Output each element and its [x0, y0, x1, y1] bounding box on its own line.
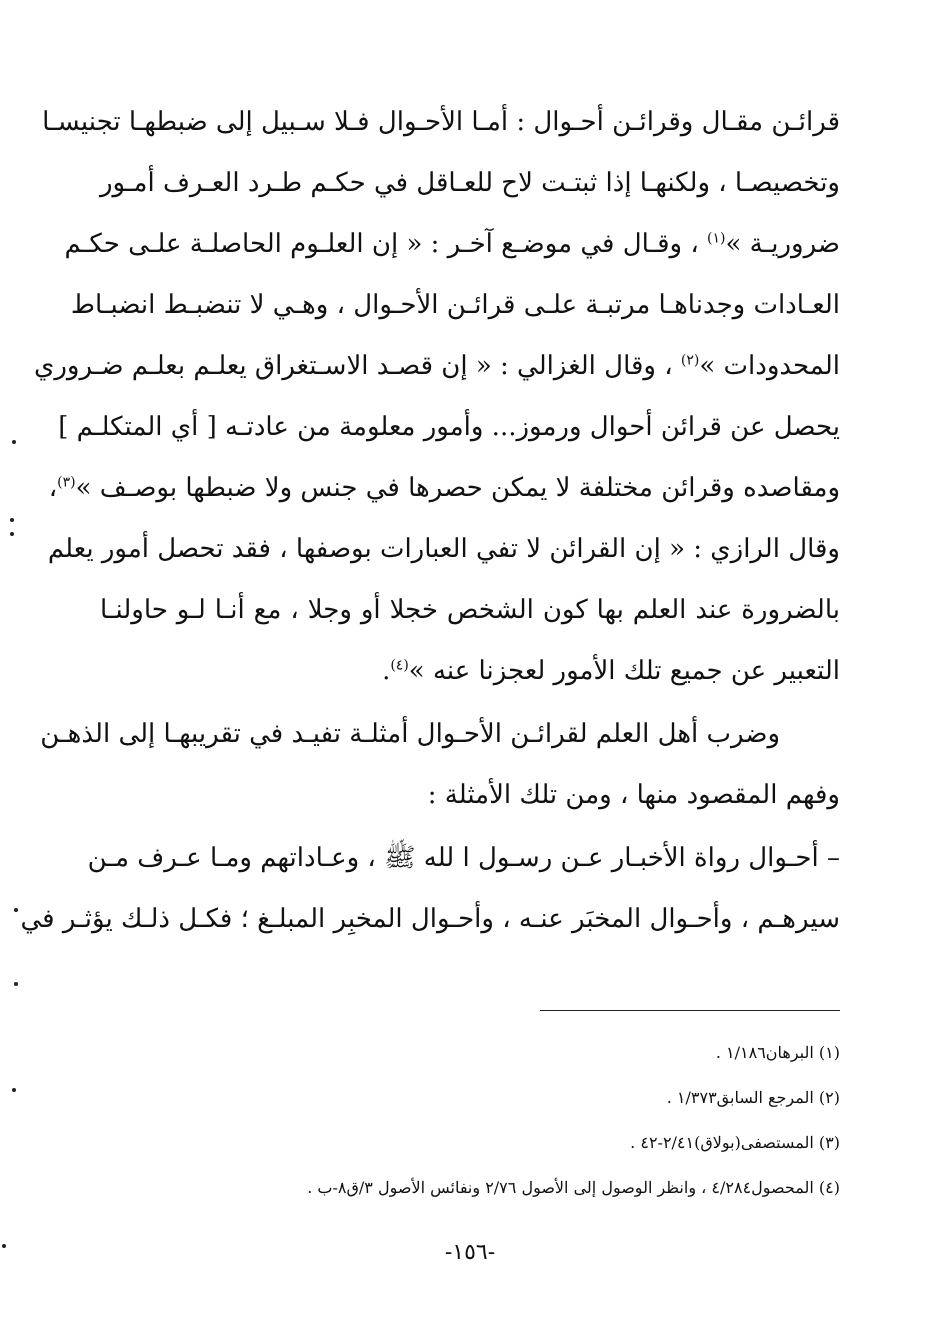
main-text — [20, 92, 840, 950]
footnote-ref-3: (٣) — [57, 474, 76, 491]
scan-speck — [14, 982, 18, 986]
footnote-ref-2: (٢) — [680, 352, 700, 369]
text-line-7: ومقاصده وقرائن مختلفة لا يمكن حصرها في جنس ولا ضبطها بوصـف »$^{(٣)}$، — [48, 473, 840, 503]
page-number: -١٥٦- — [444, 1240, 496, 1265]
text-line-4: العـادات وجدناهـا مرتبـة علـى قرائـن الأحـوال ، وهـي لا تنضبـط انضبـاط — [70, 290, 840, 320]
footnote-1: (١) البرهان١/١٨٦ . — [715, 1043, 840, 1062]
text-line-14: سيرهـم ، وأحـوال المخبَر عنـه ، وأحـوال المخبِر المبلـغ ؛ فكـل ذلـك يؤثـر في — [20, 904, 840, 934]
scan-speck — [14, 908, 18, 912]
text-line-13: – أحـوال رواة الأخبـار عـن رسـول ا لله ﷺ ، وعـاداتهم ومـا عـرف مـن — [87, 843, 840, 873]
footnotes — [100, 1030, 840, 1210]
text-line-3: ضروريـة »$^{(١)}$ ، وقـال في موضـع آخـر : « إن العلـوم الحاصلـة علـى حكـم — [64, 229, 840, 259]
text-line-1: قرائـن مقـال وقرائـن أحـوال : أمـا الأحـوال فـلا سـبيل إلى ضبطهـا تجنيسـا — [42, 107, 840, 137]
scan-speck — [10, 532, 14, 536]
footnote-2: (٢) المرجع السابق١/٣٧٣ . — [666, 1088, 840, 1107]
text-line-11: وضرب أهل العلم لقرائـن الأحـوال أمثلـة تفيـد في تقريبهـا إلى الذهـن — [40, 719, 780, 749]
footnote-ref-4: (٤) — [390, 657, 409, 674]
scan-speck — [10, 518, 14, 522]
text-line-8: وقال الرازي : « إن القرائن لا تفي العبارات بوصفها ، فقد تحصل أمور يعلم — [47, 534, 840, 564]
scan-speck — [2, 1244, 6, 1248]
text-line-10: التعبير عن جميع تلك الأمور لعجزنا عنه »$^{(٤)}$. — [382, 656, 840, 686]
footnote-ref-1: (١) — [707, 230, 726, 247]
footnote-separator — [540, 1010, 840, 1011]
footnote-4: (٤) المحصول٤/٢٨٤ ، وانظر الوصول إلى الأصول ٢/٧٦ ونفائس الأصول ٣/ق٨-ب . — [307, 1178, 840, 1197]
scan-speck — [12, 1088, 16, 1092]
footnote-3: (٣) المستصفى(بولاق)٢/٤١-٤٢ . — [630, 1133, 840, 1152]
text-line-5: المحدودات »$^{(٢)}$ ، وقال الغزالي : « إن قصـد الاسـتغراق يعلـم بعلـم ضـروري — [34, 351, 840, 381]
scan-speck — [12, 440, 16, 444]
text-line-2: وتخصيصـا ، ولكنهـا إذا ثبتـت لاح للعـاقل في حكـم طـرد العـرف أمـور — [99, 168, 840, 198]
text-line-6: يحصل عن قرائن أحوال ورموز... وأمور معلومة من عادتـه [ أي المتكلـم ] — [58, 412, 840, 442]
text-line-9: بالضرورة عند العلم بها كون الشخص خجلا أو وجلا ، مع أنـا لـو حاولنـا — [100, 595, 840, 625]
text-line-12: وفهم المقصود منها ، ومن تلك الأمثلة : — [427, 780, 840, 810]
